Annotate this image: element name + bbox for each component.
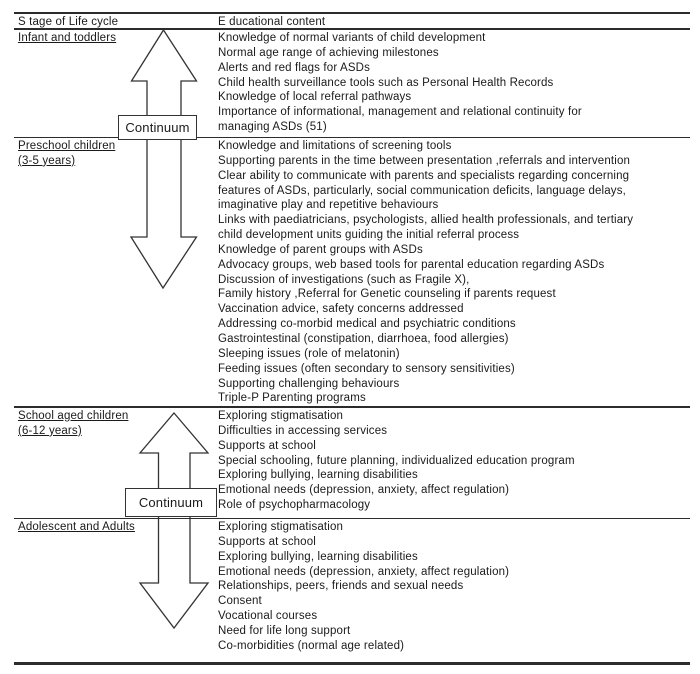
text-line: Exploring bullying, learning disabilities <box>218 469 418 482</box>
stage-label-adolescent-adults <box>18 520 135 535</box>
header-underline-rule <box>14 28 690 30</box>
continuum-label-box-bottom <box>125 488 217 518</box>
section-divider-preschool-school <box>14 406 690 408</box>
continuum-arrow-infant-preschool-icon <box>131 30 197 288</box>
text-line: Links with paediatricians, psychologists, allied health professionals, and tertiary <box>218 214 634 227</box>
stage-label-preschool <box>18 139 115 169</box>
text-line: Emotional needs (depression, anxiety, affect regulation) <box>218 484 510 497</box>
section-divider-infant-preschool <box>14 137 690 139</box>
text-line: Exploring stigmatisation <box>218 521 344 533</box>
section-divider-school-adolescent <box>14 518 690 520</box>
text-line: Special schooling, future planning, individualized education program <box>218 454 575 467</box>
text-line: Role of psychopharmacology <box>218 499 371 512</box>
text-line: Normal age range of achieving milestones <box>218 46 439 59</box>
text-line: Supports at school <box>218 439 316 452</box>
text-line: Knowledge and limitations of screening tools <box>218 140 452 152</box>
text-line: Vaccination advice, safety concerns addressed <box>218 303 464 316</box>
text-line: Exploring stigmatisation <box>218 410 344 422</box>
table-top-rule <box>14 12 690 14</box>
text-line: Addressing co-morbid medical and psychiatric conditions <box>218 318 516 331</box>
stage-column-header: S tage of Life cycle <box>18 16 119 28</box>
text-line: Difficulties in accessing services <box>218 424 388 437</box>
text-line: Alerts and red flags for ASDs <box>218 61 371 74</box>
stage-label-infant-toddlers <box>18 31 116 46</box>
text-line: (6-12 years) <box>18 424 82 437</box>
text-line: Preschool children <box>18 140 116 152</box>
continuum-label-top: Continuum <box>125 119 190 135</box>
text-line: Importance of informational, management and relational continuity for <box>218 106 582 119</box>
text-line: child development units guiding the initial referral process <box>218 229 520 242</box>
text-line: Need for life long support <box>218 624 351 637</box>
text-line: (3-5 years) <box>18 154 76 167</box>
text-line: managing ASDs (51) <box>218 121 327 134</box>
text-line: imaginative play and repetitive behaviours <box>218 199 439 212</box>
text-line: Relationships, peers, friends and sexual needs <box>218 580 464 593</box>
text-line: Exploring bullying, learning disabilities <box>218 550 418 563</box>
text-line: School aged children <box>18 410 129 422</box>
text-line: Family history ,Referral for Genetic counseling if parents request <box>218 288 556 301</box>
content-school-aged <box>218 409 575 513</box>
text-line: Adolescent and Adults <box>18 521 135 533</box>
continuum-label-bottom: Continuum <box>138 494 204 510</box>
continuum-label-box-top <box>118 115 197 140</box>
content-adolescent-adults <box>218 520 509 654</box>
content-column-header: E ducational content <box>218 16 326 28</box>
text-line: Sleeping issues (role of melatonin) <box>218 347 400 360</box>
text-line: Gastrointestinal (constipation, diarrhoea, food allergies) <box>218 332 509 345</box>
text-line: Consent <box>218 595 262 608</box>
content-preschool <box>218 139 633 406</box>
text-line: Infant and toddlers <box>18 32 117 44</box>
text-line: Knowledge of local referral pathways <box>218 91 412 104</box>
text-line: Supporting parents in the time between presentation ,referrals and intervention <box>218 154 631 167</box>
text-line: Feeding issues (often secondary to sensory sensitivities) <box>218 362 515 375</box>
text-line: Co-morbidities (normal age related) <box>218 639 405 652</box>
text-line: Clear ability to communicate with parents and specialists regarding concerning <box>218 169 630 182</box>
continuum-arrow-school-adolescent-icon <box>140 413 208 628</box>
text-line: Supporting challenging behaviours <box>218 377 400 390</box>
text-line: Knowledge of normal variants of child development <box>218 32 486 44</box>
text-line: Advocacy groups, web based tools for parental education regarding ASDs <box>218 258 605 271</box>
text-line: Knowledge of parent groups with ASDs <box>218 243 423 256</box>
stage-label-school-aged <box>18 409 128 439</box>
text-line: Discussion of investigations (such as Fragile X), <box>218 273 470 286</box>
text-line: features of ASDs, particularly, social communication deficits, language delays, <box>218 184 626 197</box>
table-bottom-rule <box>14 662 690 665</box>
text-line: Vocational courses <box>218 610 318 623</box>
content-infant-toddlers <box>218 31 582 135</box>
text-line: Emotional needs (depression, anxiety, affect regulation) <box>218 565 510 578</box>
text-line: Triple-P Parenting programs <box>218 392 366 405</box>
text-line: Supports at school <box>218 535 316 548</box>
text-line: Child health surveillance tools such as Personal Health Records <box>218 76 554 89</box>
